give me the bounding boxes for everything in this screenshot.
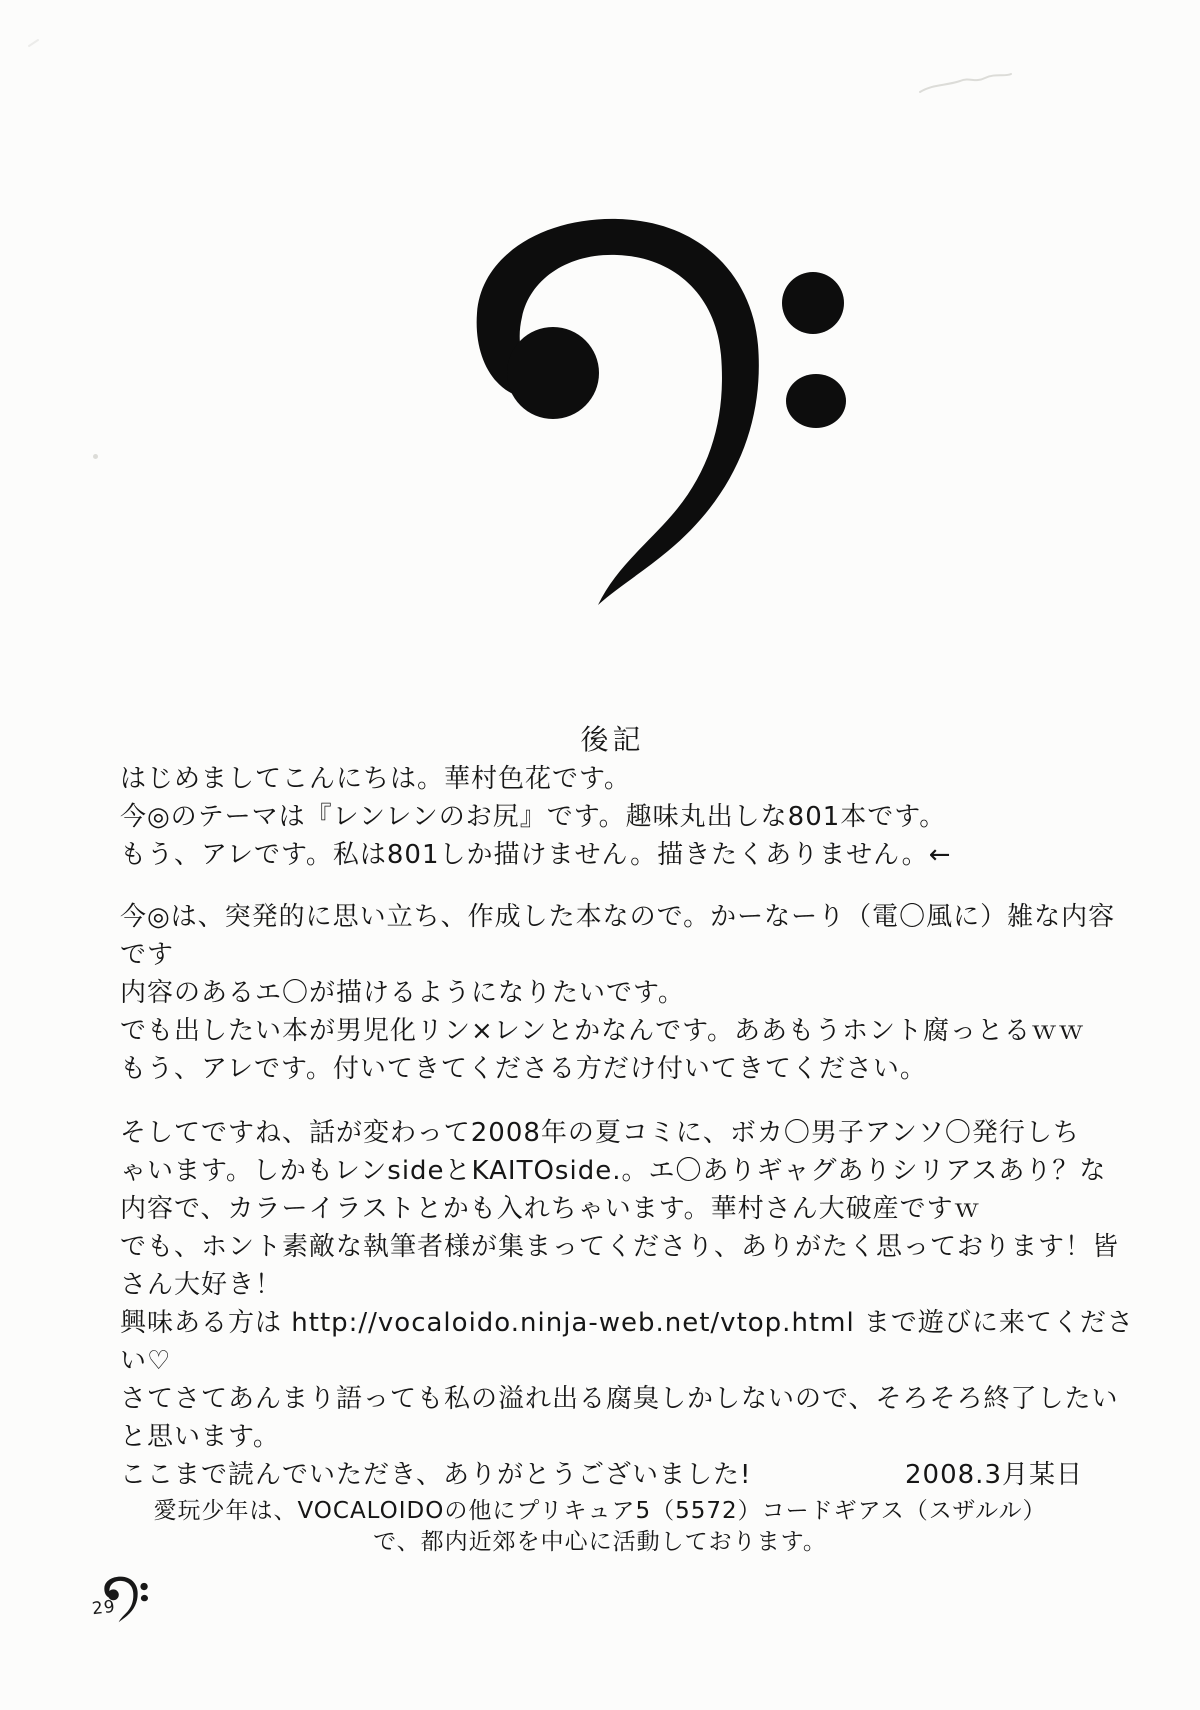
afterword-line: さん大好き！ <box>120 1270 283 1300</box>
afterword-line: もう、アレです。私は801しか描けません。描きたくありません。← <box>120 840 952 870</box>
scan-crease-mark <box>915 68 1015 98</box>
afterword-line: 内容のあるエ〇が描けるようになりたいです。 <box>120 978 685 1008</box>
afterword-text-block <box>120 722 1134 1494</box>
scan-dot-mark <box>93 454 98 459</box>
afterword-line: 内容で、カラーイラストとかも入れちゃいます。華村さん大破産ですｗ <box>120 1194 981 1224</box>
afterword-title: 後記 <box>580 723 645 756</box>
afterword-line: はじめましてこんにちは。華村色花です。 <box>120 764 631 794</box>
afterword-line: もう、アレです。付いてきてくださる方だけ付いてきてください。 <box>120 1054 927 1084</box>
closing-row <box>120 1456 1105 1494</box>
scan-dash-mark <box>26 36 42 50</box>
page-number: 29 <box>91 1596 117 1620</box>
date-text: 2008.3月某日 <box>905 1460 1083 1490</box>
afterword-line: でも、ホント素敵な執筆者様が集まってくださり、ありがたく思っております！皆 <box>120 1232 1120 1262</box>
afterword-line: さてさてあんまり語っても私の溢れ出る腐臭しかしないので、そろそろ終了したい <box>120 1384 1119 1414</box>
footer-line: 愛玩少年は、VOCALOIDOの他にプリキュア5（5572）コードギアス（スザルル） <box>153 1498 1047 1524</box>
closing-thanks-text: ここまで読んでいただき、ありがとうございました! <box>120 1460 752 1490</box>
circle-info-footer <box>0 1496 1200 1558</box>
afterword-line: い♡ <box>120 1346 172 1376</box>
afterword-line: 今◎は、突発的に思い立ち、作成した本なので。かーなーり（電〇風に）雑な内容 <box>120 902 1116 932</box>
bass-clef-icon <box>450 197 870 637</box>
afterword-line: ゃいます。しかもレンsideとKAITOside.。エ〇ありギャグありシリアスあり？な <box>120 1156 1107 1186</box>
page-corner-mark <box>92 1574 162 1629</box>
afterword-line: そしてですね、話が変わって2008年の夏コミに、ボカ〇男子アンソ〇発行しち <box>120 1118 1080 1148</box>
afterword-line: でも出したい本が男児化リン×レンとかなんです。ああもうホント腐っとるｗｗ <box>120 1016 1086 1046</box>
afterword-line: です <box>120 940 175 970</box>
footer-line: で、都内近郊を中心に活動しております。 <box>373 1529 827 1555</box>
afterword-line-url: 興味ある方は http://vocaloido.ninja-web.net/vtop.html まで遊びに来てくださ <box>120 1308 1134 1338</box>
afterword-line: と思います。 <box>120 1422 280 1452</box>
afterword-line: 今◎のテーマは『レンレンのお尻』です。趣味丸出しな801本です。 <box>120 802 947 832</box>
